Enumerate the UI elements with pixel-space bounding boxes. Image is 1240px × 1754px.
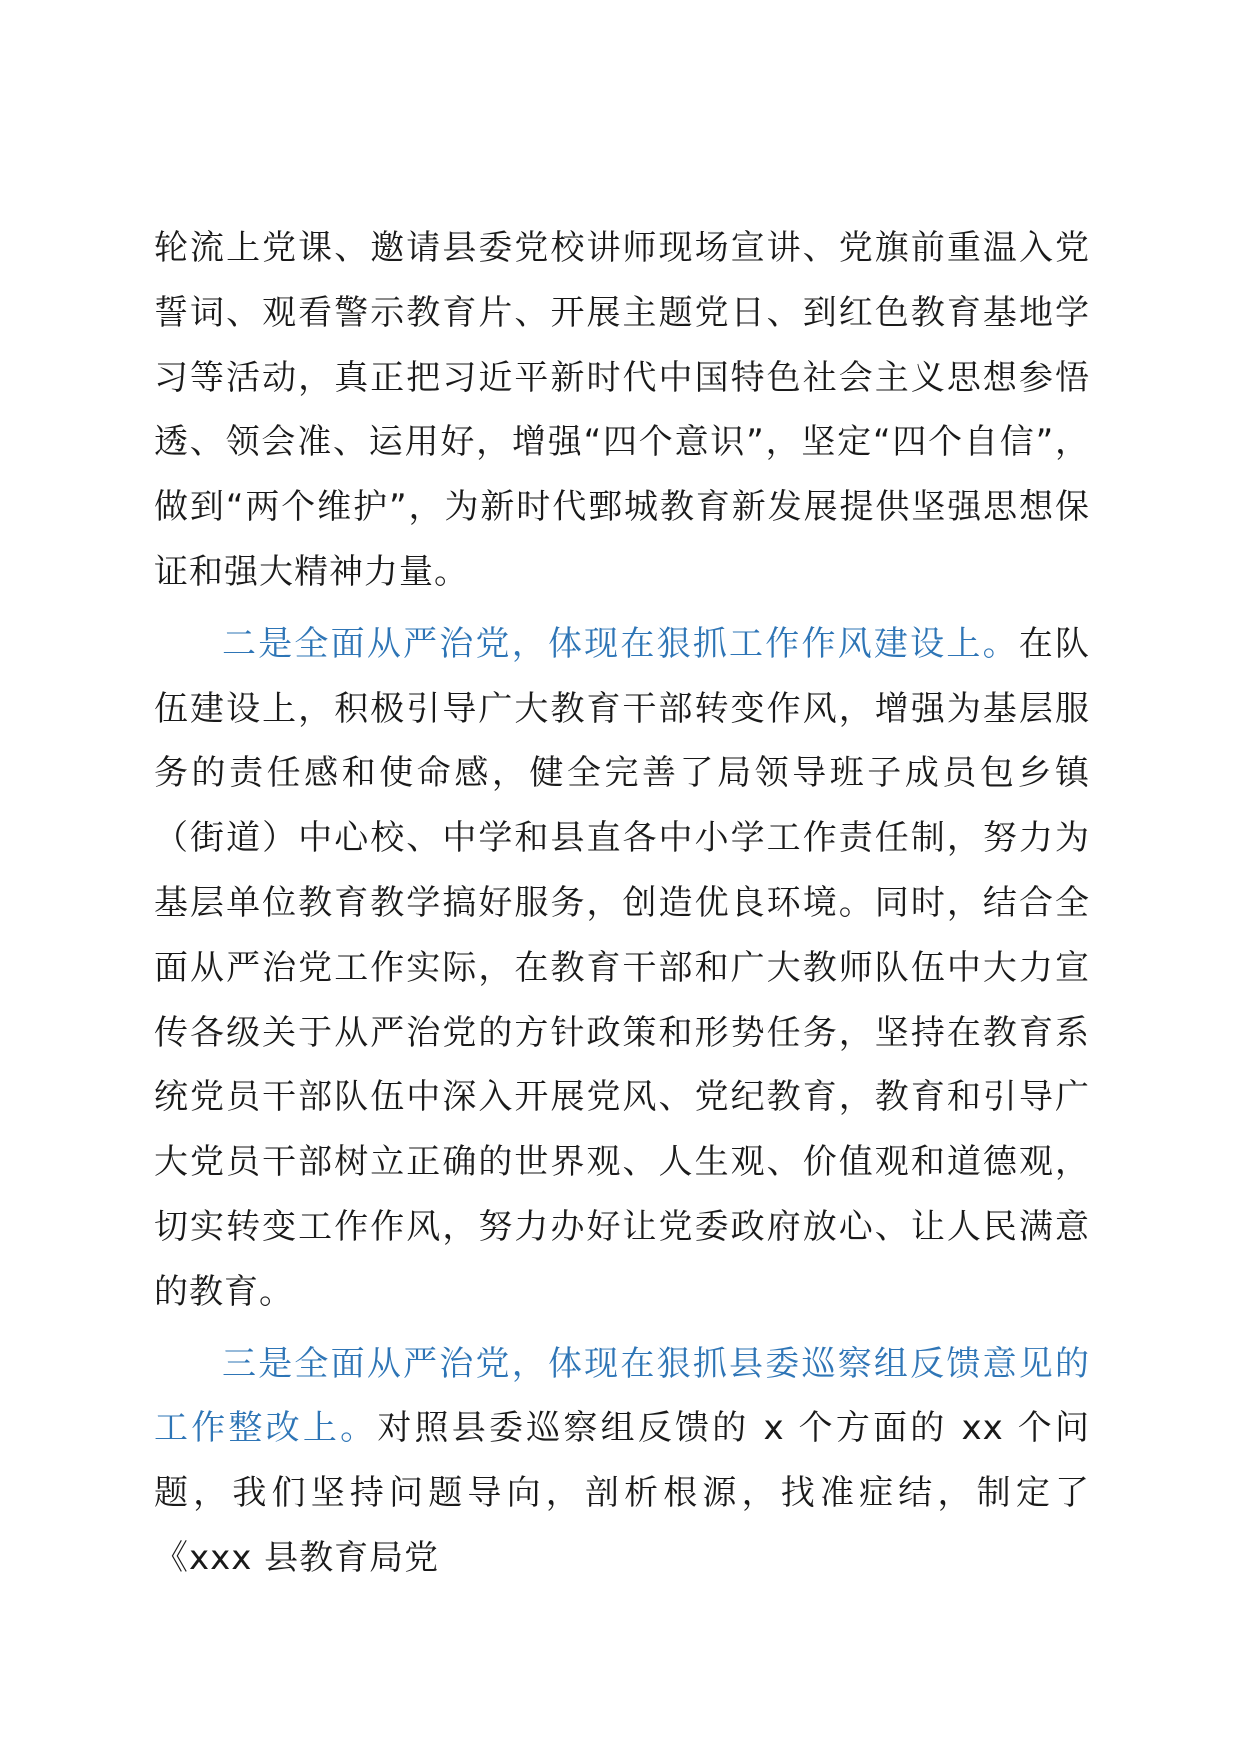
paragraph-2 — [154, 612, 1090, 1325]
document-body — [154, 216, 1090, 1591]
paragraph-1-body: 轮流上党课、邀请县委党校讲师现场宣讲、党旗前重温入党誓词、观看警示教育片、开展主题党日、到红色教育基地学习等活动，真正把习近平新时代中国特色社会主义思想参悟透、领会准、运用好，增强“四个意识”，坚定“四个自信”，做到“两个维护”，为新时代鄄城教育新发展提供坚强思想保证和强大精神力量。 — [154, 228, 1090, 592]
paragraph-2-body: 在队伍建设上，积极引导广大教育干部转变作风，增强为基层服务的责任感和使命感，健全完善了局领导班子成员包乡镇（街道）中心校、中学和县直各中小学工作责任制，努力为基层单位教育教学搞好服务，创造优良环境。同时，结合全面从严治党工作实际，在教育干部和广大教师队伍中大力宣传各级关于从严治党的方针政策和形势任务，坚持在教育系统党员干部队伍中深入开展党风、党纪教育，教育和引导广大党员干部树立正确的世界观、人生观、价值观和道德观，切实转变工作作风，努力办好让党委政府放心、让人民满意的教育。 — [154, 623, 1090, 1312]
paragraph-1 — [154, 216, 1090, 605]
paragraph-3 — [154, 1332, 1090, 1591]
paragraph-3-heading: 三是全面从严治党，体现在狠抓县委巡察组反馈意见的工作整改上。 — [154, 1343, 1090, 1449]
paragraph-3-body: 对照县委巡察组反馈的 x 个方面的 xx 个问题，我们坚持问题导向，剖析根源，找准症结，制定了《xxx 县教育局党 — [154, 1408, 1091, 1578]
paragraph-2-heading: 二是全面从严治党，体现在狠抓工作作风建设上。 — [222, 623, 1019, 664]
